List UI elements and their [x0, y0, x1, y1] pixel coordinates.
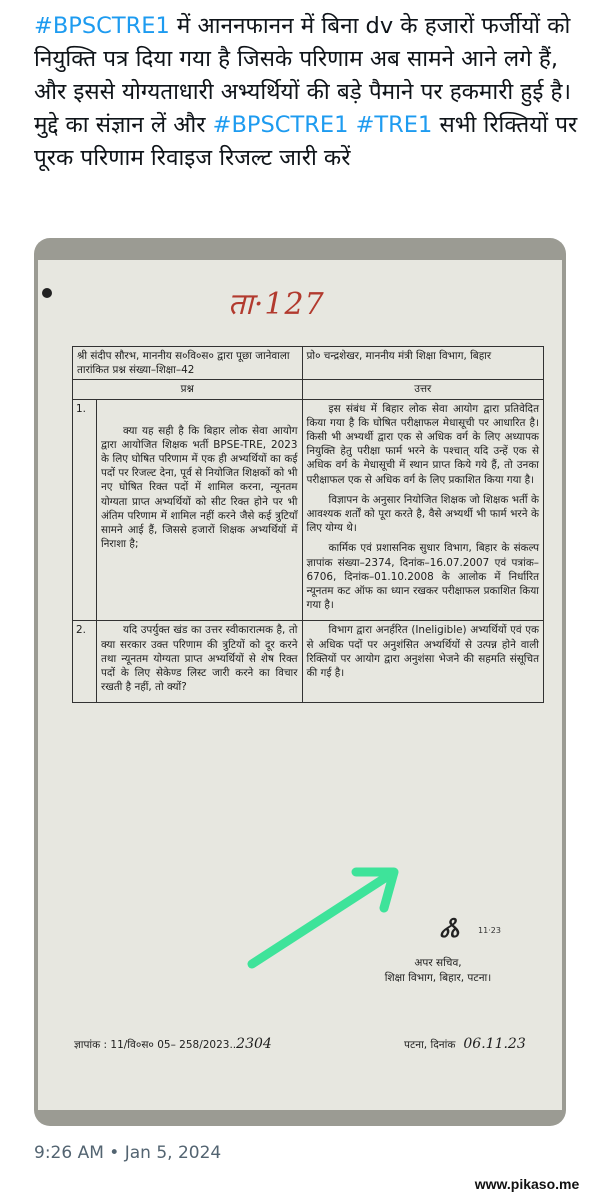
question-text: यदि उपर्युक्त खंड का उत्तर स्वीकारात्मक है, तो क्या सरकार उक्त परिणाम की त्रुटियों को दूर करने तथा न्यूनतम योग्यता प्राप्त अभ्यर्थियों से शेष रिक्त पदों के लिए सेकेण्ड लिस्ट जारी करने का विचार रखती है नहीं, तो क्यों? [100, 624, 298, 694]
handwritten-number: ता·127 [228, 287, 325, 322]
row-number: 2. [73, 621, 97, 703]
table-header-row [73, 347, 544, 380]
memo-label: ज्ञापांक : 11/वि०स० 05– 258/2023.. [74, 1039, 237, 1051]
green-arrow-icon [238, 858, 408, 978]
question-text: क्या यह सही है कि बिहार लोक सेवा आयोग द्वारा आयोजित शिक्षक भर्ती BPSE-TRE, 2023 के लिए घोषित परिणाम में एक ही अभ्यर्थियों का कई पदों पर रिजल्ट देना, पूर्व से नियोजित शिक्षकों को भी नए घोषित रिक्त पदों में शामिल करना, न्यूनतम योग्यता प्राप्त अभ्यर्थियों को सीट रिक्त होने पर भी अंतिम परिणाम में शामिल नहीं करने जैसे कई त्रुटियाँ सामने आई हैं, जिससे हजारों शिक्षक अभ्यर्थियों में निराशा है; [100, 424, 298, 551]
header-left: श्री संदीप सौरभ, माननीय स०वि०स० द्वारा पूछा जानेवाला तारांकित प्रश्न संख्या–शिक्षा–42 [73, 347, 303, 380]
header-right: प्रो० चन्द्रशेखर, माननीय मंत्री शिक्षा विभाग, बिहार [302, 347, 544, 380]
column-question-title: प्रश्न [73, 380, 303, 399]
question-cell [96, 399, 302, 621]
answer-text: विज्ञापन के अनुसार नियोजित शिक्षक जो शिक्षक भर्ती के आवश्यक शर्तों को पूरा करते है, वैसे अभ्यर्थी भी फार्म भरने के लिए योग्य थे। [306, 493, 539, 535]
hashtag-link[interactable]: #TRE1 [355, 112, 433, 138]
question-cell [96, 621, 302, 703]
table-row [73, 621, 544, 703]
handwritten-date: 06.11.23 [463, 1036, 526, 1052]
row-number: 1. [73, 399, 97, 621]
memo-number [74, 1036, 272, 1052]
signature: Ꮬ [440, 914, 460, 944]
tweet-text-part: सभी रिक्तियों पर पूरक परिणाम रिवाइज रिजल्ट जारी करें [34, 112, 578, 171]
answer-text: कार्मिक एवं प्रशासनिक सुधार विभाग, बिहार के संकल्प ज्ञापांक संख्या–2374, दिनांक–16.07.2007 एवं पत्रांक–6706, दिनांक–01.10.2008 के आलोक में निर्धारित न्यूनतम कट ऑफ का ध्यान रखकर परीक्षाफल प्रकाशित किया गया है। [306, 542, 539, 612]
column-title-row [73, 380, 544, 399]
answer-cell [302, 399, 544, 621]
hashtag-link[interactable]: #BPSCTRE1 [212, 112, 349, 138]
answer-text: इस संबंध में बिहार लोक सेवा आयोग द्वारा प्रतिवेदित किया गया है कि घोषित परीक्षाफल मेधासूची पर आधारित है। किसी भी अभ्यर्थी द्वारा एक से अधिक वर्ग के लिए अध्यापक नियुक्ति हेतु परीक्षा फार्म भरने के पश्चात् यदि उन्हें एक से अधिक वर्ग के मेधासूची में स्थान प्राप्त किये गये हैं, तो उनका परीक्षाफल एक से अधिक वर्ग के लिए प्रकाशित किया गया है। [306, 402, 539, 486]
answer-text: विभाग द्वारा अनर्हरित (Ineligible) अभ्यर्थियों एवं एक से अधिक पदों पर अनुशंसित अभ्यर्थियों से उत्पन्न होने वाली रिक्तियों पर आयोग द्वारा अनुशंसा भेजने की सहमति संसूचित की गई है। [306, 624, 539, 680]
hashtag-link[interactable]: #BPSCTRE1 [34, 13, 170, 39]
place-date-label: पटना, दिनांक [404, 1039, 456, 1051]
answer-cell [302, 621, 544, 703]
tweet-media-image[interactable] [34, 238, 566, 1126]
signature-title: अपर सचिव, [414, 957, 462, 969]
question-answer-table [72, 346, 544, 703]
watermark: www.pikaso.me [452, 1168, 602, 1200]
signature-date: 11·23 [478, 926, 501, 935]
punch-hole [42, 288, 52, 298]
place-date [404, 1036, 526, 1052]
tweet-text-part: में आननफानन में बिना dv के हजारों फर्जीयों को नियुक्ति पत्र दिया गया है जिसके परिणाम अब सामने आने लगे हैं, और इससे योग्यताधारी अभ्यर्थियों की बड़े पैमाने पर हकमारी हुई है। मुद्दे का संज्ञान लें और [34, 13, 572, 138]
document-paper [38, 260, 562, 1110]
tweet-timestamp[interactable]: 9:26 AM • Jan 5, 2024 [34, 1143, 222, 1163]
memo-handwritten: 2304 [236, 1036, 272, 1052]
signature-dept: शिक्षा विभाग, बिहार, पटना। [384, 972, 492, 984]
tweet-text [34, 10, 582, 175]
table-row [73, 399, 544, 621]
column-answer-title: उत्तर [302, 380, 544, 399]
